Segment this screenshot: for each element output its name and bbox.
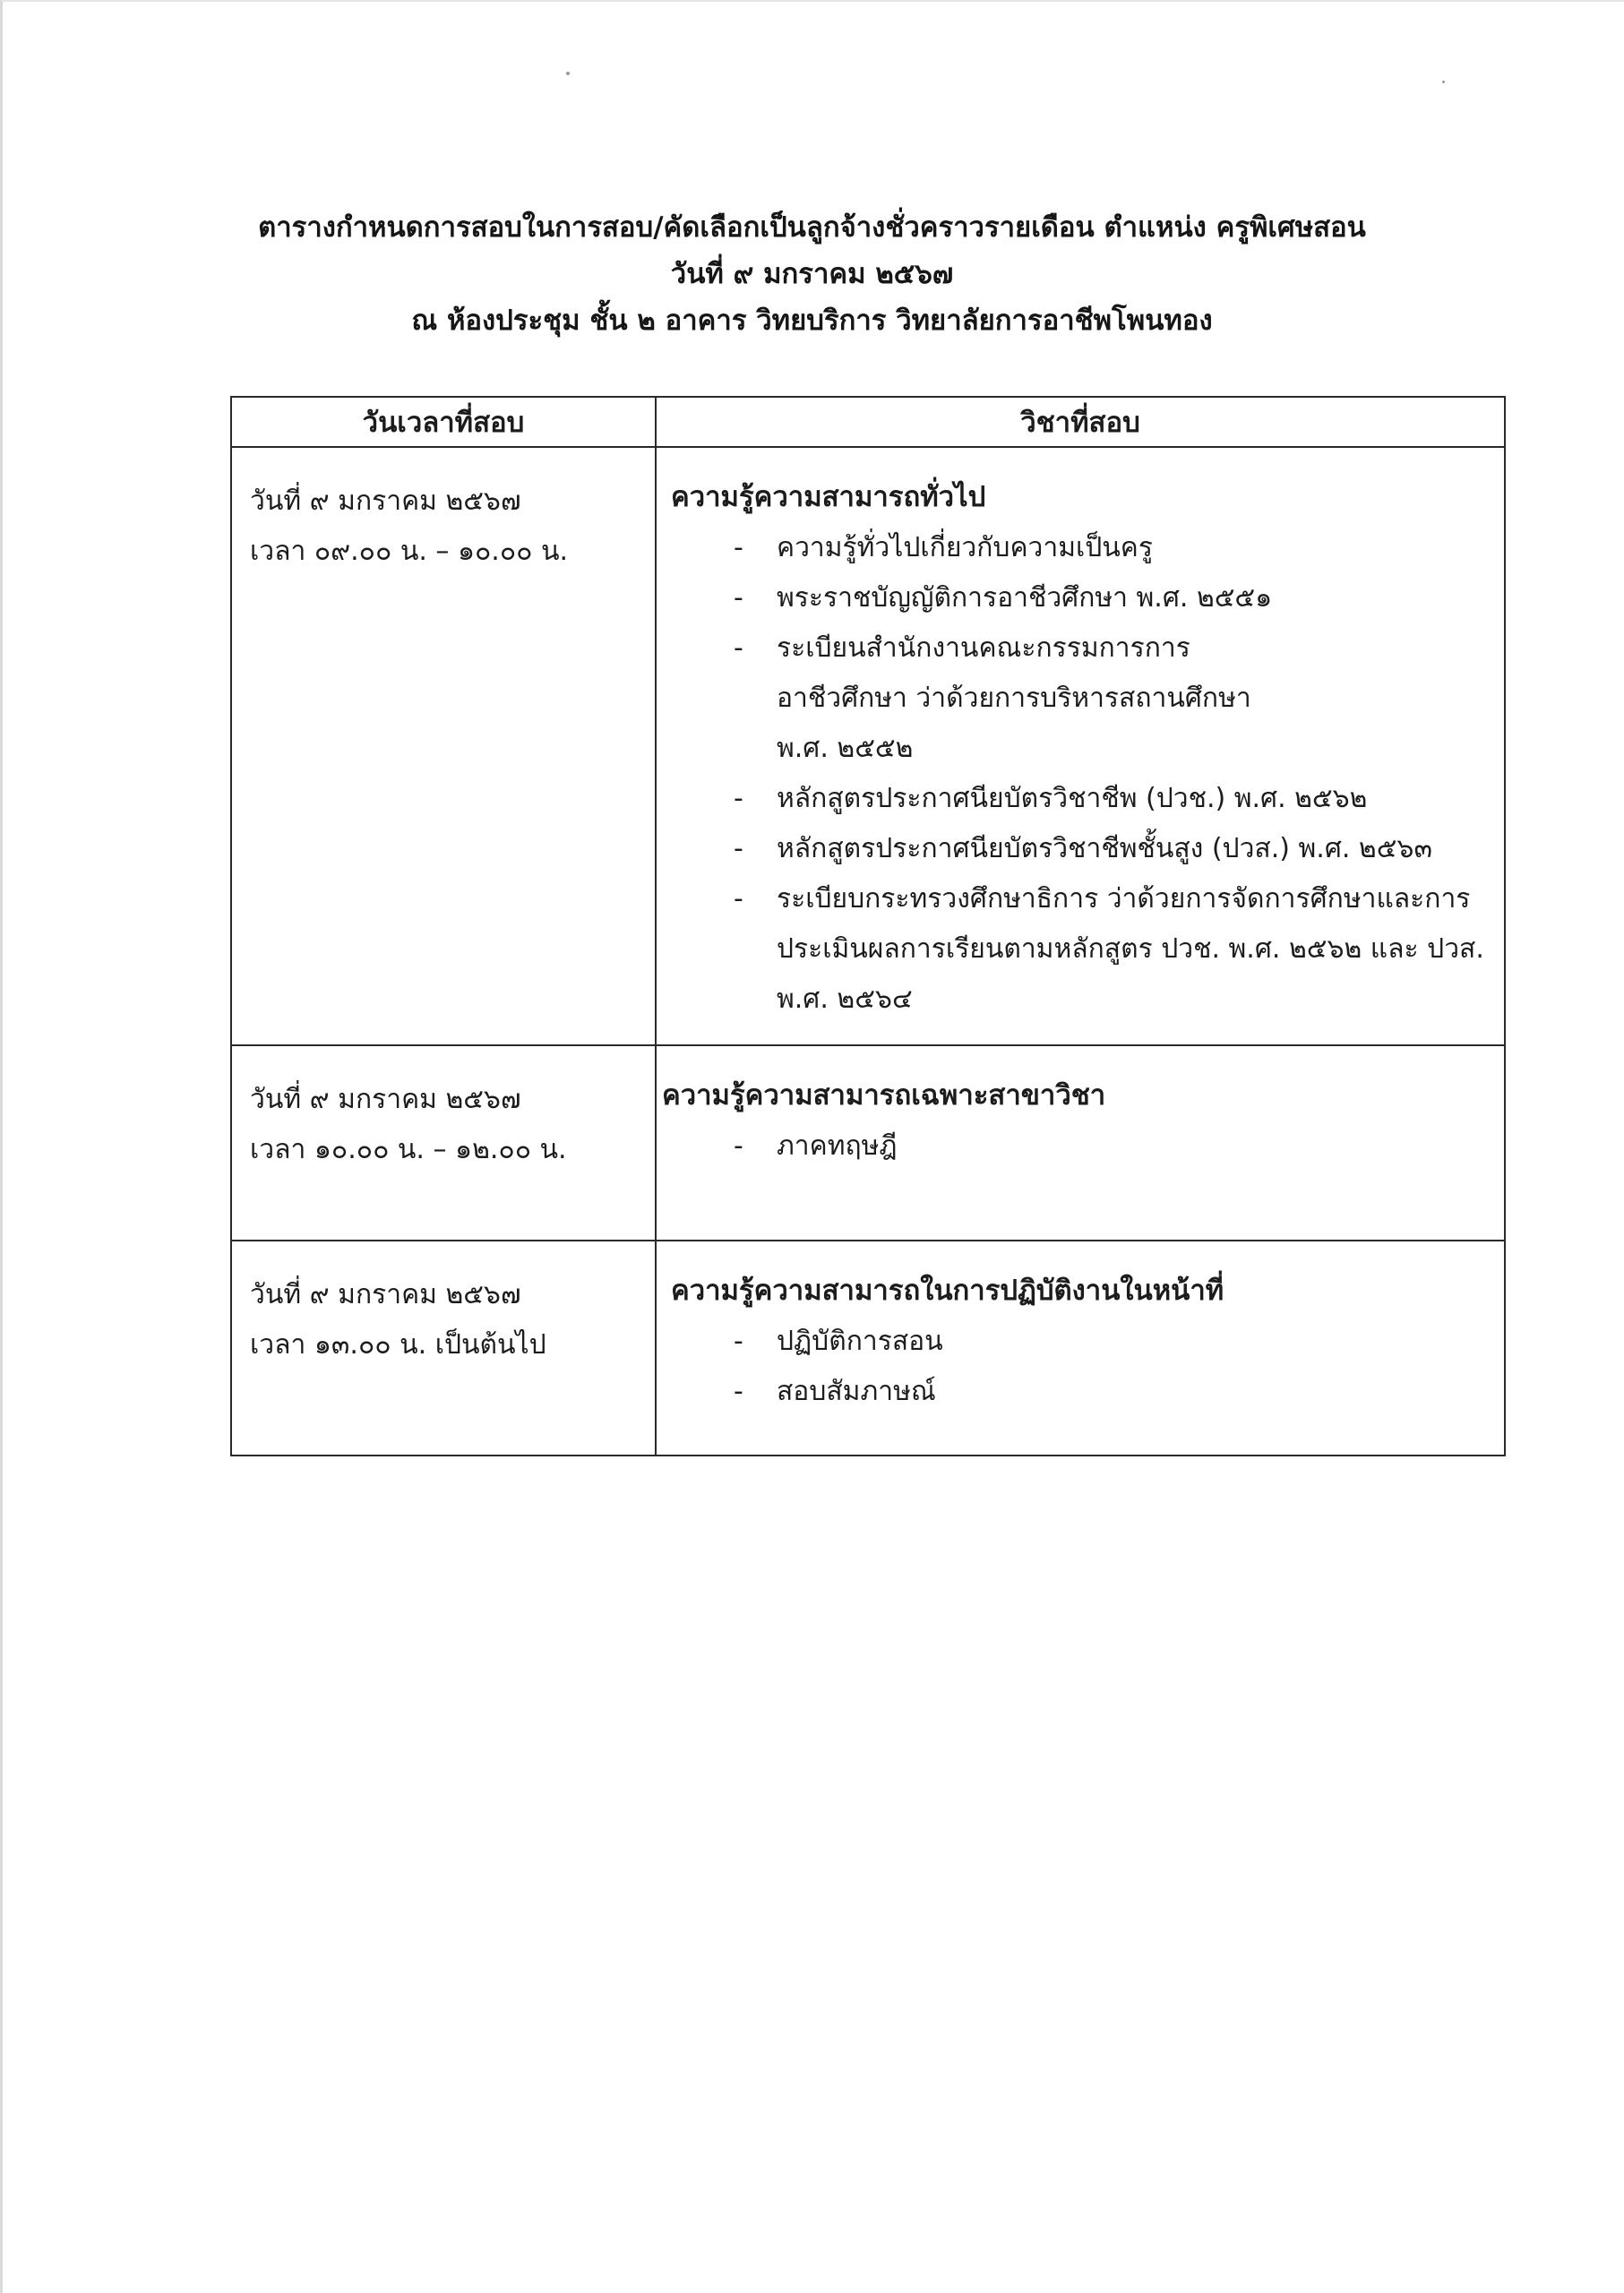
table-row [231,1045,1505,1241]
table-row [231,1241,1505,1456]
table-row [231,447,1505,1045]
list-item: - ระเบียนสำนักงานคณะกรรมการการอาชีวศึกษา ว่าด้วยการบริหารสถานศึกษา พ.ศ. ๒๕๕๒ [734,632,1251,764]
exam-date: วันที่ ๙ มกราคม ๒๕๖๗ [250,1084,521,1115]
exam-time: เวลา ๑๐.๐๐ น. – ๑๒.๐๐ น. [250,1134,567,1165]
exam-time: เวลา ๑๓.๐๐ น. เป็นต้นไป [250,1329,546,1361]
list-item: - ระเบียบกระทรวงศึกษาธิการ ว่าด้วยการจัดการศึกษาและการประเมินผลการเรียนตามหลักสูตร ปวช. พ.ศ. ๒๕๖๒ และ ปวส. พ.ศ. ๒๕๖๔ [734,883,1484,1015]
list-item: - พระราชบัญญัติการอาชีวศึกษา พ.ศ. ๒๕๕๑ [734,582,1273,614]
scan-speck [1442,81,1445,83]
subject-heading: ความรู้ความสามารถทั่วไป [671,481,986,513]
table-header-row [231,397,1505,447]
subject-cell [656,447,1505,1045]
scan-speck [566,72,570,75]
header-exam-datetime: วันเวลาที่สอบ [231,397,656,447]
list-item: - หลักสูตรประกาศนียบัตรวิชาชีพชั้นสูง (ปวส.) พ.ศ. ๒๕๖๓ [734,833,1432,864]
datetime-cell [231,447,656,1045]
subject-heading: ความรู้ความสามารถเฉพาะสาขาวิชา [662,1079,1106,1112]
list-item: - ภาคทฤษฎี [734,1130,898,1162]
list-item: - ความรู้ทั่วไปเกี่ยวกับความเป็นครู [734,532,1153,563]
list-item: - ปฏิบัติการสอน [734,1326,943,1357]
exam-time: เวลา ๐๙.๐๐ น. – ๑๐.๐๐ น. [250,536,569,567]
title-line-1: ตารางกำหนดการสอบในการสอบ/คัดเลือกเป็นลูกจ้างชั่วคราวรายเดือน ตำแหน่ง ครูพิเศษสอน [258,211,1366,244]
exam-date: วันที่ ๙ มกราคม ๒๕๖๗ [250,1279,521,1310]
subject-cell [656,1045,1505,1241]
subject-heading: ความรู้ความสามารถในการปฏิบัติงานในหน้าที่ [671,1275,1224,1307]
exam-schedule-table [230,396,1506,1456]
title-line-3: ณ ห้องประชุม ชั้น ๒ อาคาร วิทยบริการ วิทยาลัยการอาชีพโพนทอง [411,305,1213,337]
title-line-2: วันที่ ๙ มกราคม ๒๕๖๗ [670,258,954,290]
exam-date: วันที่ ๙ มกราคม ๒๕๖๗ [250,485,521,517]
header-exam-subject: วิชาที่สอบ [656,397,1505,447]
subject-cell [656,1241,1505,1456]
document-title [0,204,1624,344]
list-item: - สอบสัมภาษณ์ [734,1376,936,1407]
list-item: - หลักสูตรประกาศนียบัตรวิชาชีพ (ปวช.) พ.ศ. ๒๕๖๒ [734,783,1368,814]
datetime-cell [231,1045,656,1241]
datetime-cell [231,1241,656,1456]
